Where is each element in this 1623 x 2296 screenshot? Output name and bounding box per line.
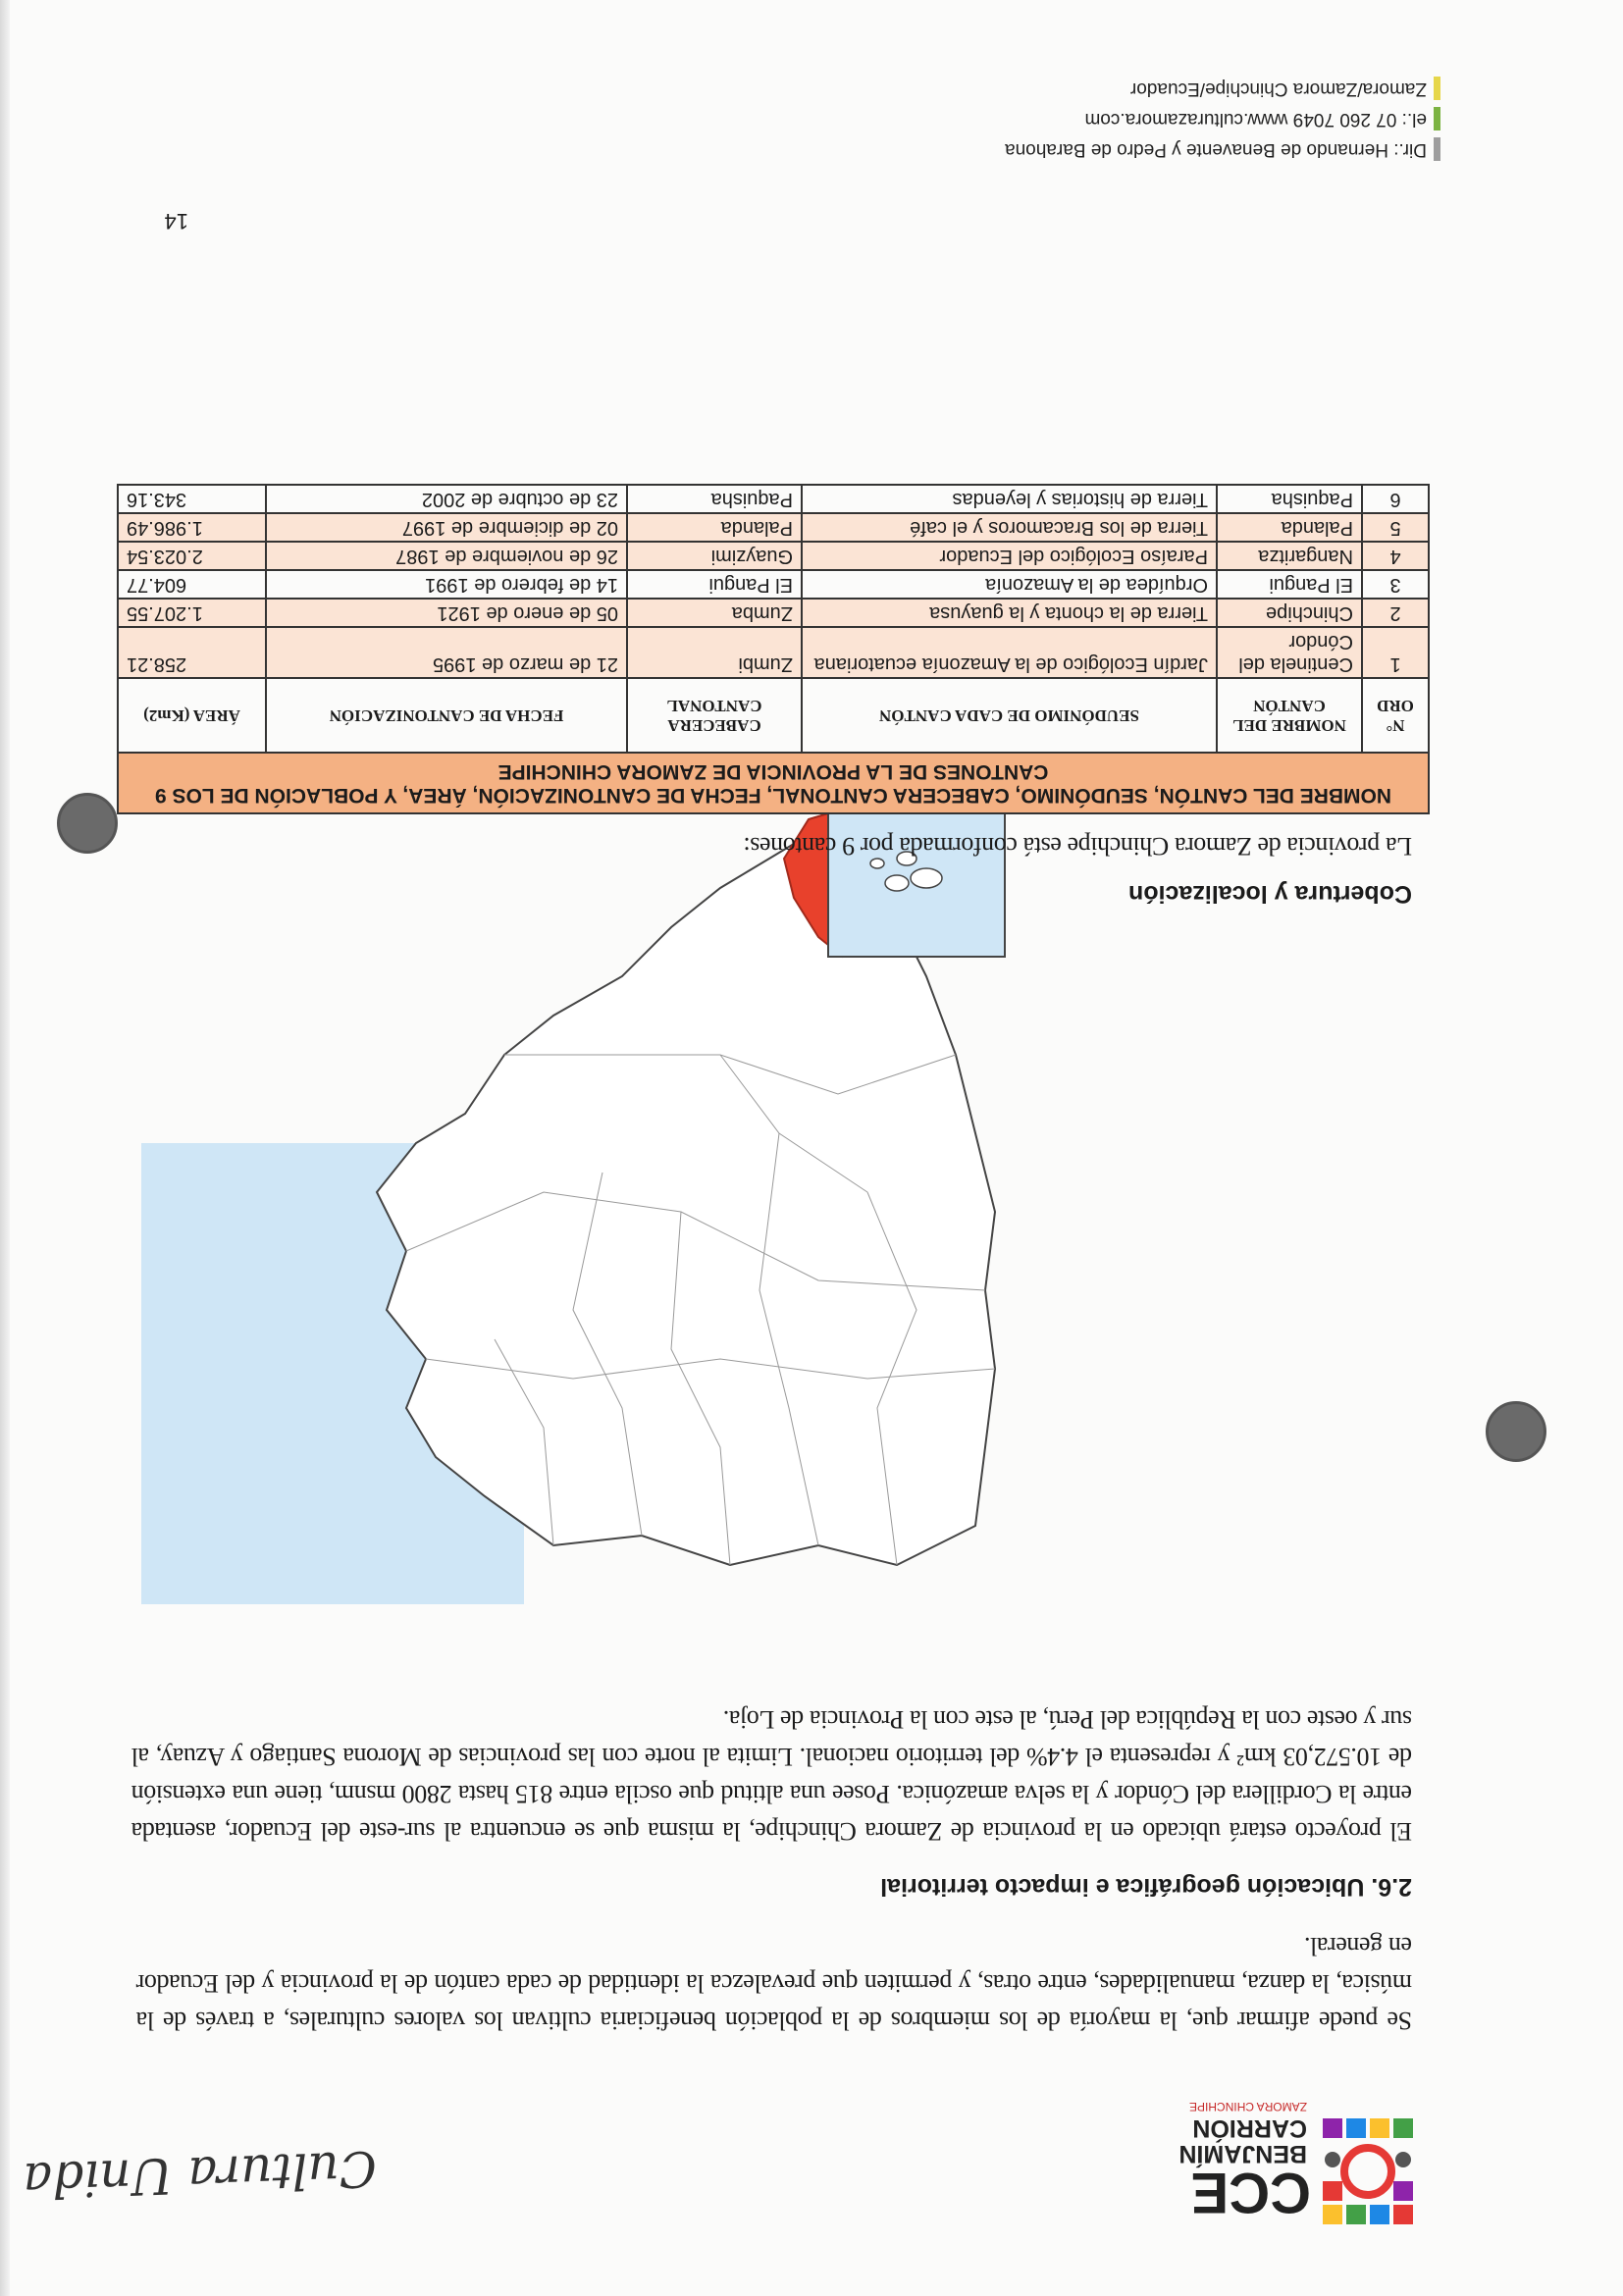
cell-seat: Zumbi xyxy=(627,627,802,678)
logo-name-line2: CARRIÓN xyxy=(1192,2114,1307,2142)
header-pseudonym: SEUDÓNIMO DE CADA CANTÓN xyxy=(802,678,1217,753)
table-title: NOMBRE DEL CANTÓN, SEUDÓNIMO, CABECERA CANTONAL, FECHA DE CANTONIZACIÓN, ÁREA, Y POBLACIÓN DE LOS 9 CANTONES DE LA PROVINCIA DE ZAMORA CHINCHIPE xyxy=(118,753,1429,813)
table-title-row xyxy=(118,753,1429,813)
table-row xyxy=(118,627,1429,678)
cell-pseudonym: Orquídea de la Amazonía xyxy=(802,570,1217,599)
cell-seat: Paquisha xyxy=(627,485,802,513)
scan-edge-shadow xyxy=(0,0,10,2296)
cell-pseudonym: Jardín Ecológico de la Amazonía ecuatoriana xyxy=(802,627,1217,678)
cell-area: 2.023.54 xyxy=(118,542,266,570)
cell-date: 02 de diciembre de 1997 xyxy=(266,513,627,542)
cell-name: Chinchipe xyxy=(1217,599,1362,627)
cell-name: Centinela del Cóndor xyxy=(1217,627,1362,678)
punch-hole-left xyxy=(1486,1401,1546,1462)
cell-date: 21 de marzo de 1995 xyxy=(266,627,627,678)
cell-num: 5 xyxy=(1362,513,1429,542)
header-name: NOMBRE DEL CANTÓN xyxy=(1217,678,1362,753)
cell-seat: Guayzimi xyxy=(627,542,802,570)
cell-num: 6 xyxy=(1362,485,1429,513)
cell-num: 4 xyxy=(1362,542,1429,570)
punch-hole-right xyxy=(57,793,118,854)
footer-line-1: Dir.: Hernando de Benavente y Pedro de Barahona xyxy=(1005,139,1427,160)
cell-seat: Palanda xyxy=(627,513,802,542)
logo-name-line1: BENJAMÍN xyxy=(1178,2140,1307,2167)
table-row xyxy=(118,485,1429,513)
footer-line-3-wrap xyxy=(1005,74,1427,104)
cell-pseudonym: Tierra de la chonta y la guayusa xyxy=(802,599,1217,627)
section-heading: 2.6. Ubicación geográfica e impacto territorial xyxy=(880,1873,1412,1901)
cell-date: 14 de febrero de 1991 xyxy=(266,570,627,599)
cell-name: Paquisha xyxy=(1217,485,1362,513)
footer-address xyxy=(1005,74,1427,165)
cell-name: Palanda xyxy=(1217,513,1362,542)
table-row xyxy=(118,542,1429,570)
signature: Cultura Unida xyxy=(22,2139,378,2210)
cell-num: 2 xyxy=(1362,599,1429,627)
cell-area: 1.986.49 xyxy=(118,513,266,542)
footer-line-3: Zamora/Zamora Chinchipe/Ecuador xyxy=(1129,78,1427,99)
cell-area: 343.16 xyxy=(118,485,266,513)
logo-province: ZAMORA CHINCHIPE xyxy=(1188,2100,1307,2113)
cell-area: 604.77 xyxy=(118,570,266,599)
header-area: ÁREA (Km2) xyxy=(118,678,266,753)
header-ord: N° ORD xyxy=(1362,678,1429,753)
header-seat: CABECERA CANTONAL xyxy=(627,678,802,753)
coverage-heading: Cobertura y localización xyxy=(1128,880,1412,908)
footer-line-1-wrap xyxy=(1005,134,1427,165)
cell-area: 258.21 xyxy=(118,627,266,678)
ecuador-map xyxy=(141,800,1015,1604)
table-row xyxy=(118,570,1429,599)
cell-num: 3 xyxy=(1362,570,1429,599)
header-date: FECHA DE CANTONIZACIÓN xyxy=(266,678,627,753)
cell-date: 23 de octubre de 2002 xyxy=(266,485,627,513)
footer-line-2: el.: 07 260 7049 www.culturazamora.com xyxy=(1084,109,1427,130)
footer-line-2-wrap xyxy=(1005,104,1427,134)
footer-bar-green xyxy=(1434,107,1440,130)
cell-num: 1 xyxy=(1362,627,1429,678)
location-paragraph: El proyecto estará ubicado en la provincia de Zamora Chinchipe, la misma que se encuentra al sur-este del Ecuador, asentada entre la Cordillera del Cóndor y la selva amazónica. Posee una altitud que oscila entre 815 hasta 2800 msnm, tiene una extensión de 10.572,03 km² y representa el 4.4% del territorio nacional. Limita al norte con las provincias de Morona Santiago y Azuay, al sur y oeste con la República del Perú, al este con la Provincia de Loja. xyxy=(131,1705,1412,1846)
cantons-intro: La provincia de Zamora Chinchipe está conformada por 9 cantones: xyxy=(743,832,1412,861)
cell-pseudonym: Paraíso Ecológico del Ecuador xyxy=(802,542,1217,570)
cell-name: El Pangui xyxy=(1217,570,1362,599)
cell-date: 26 de noviembre de 1987 xyxy=(266,542,627,570)
cell-pseudonym: Tierra de los Bracamoros y el café xyxy=(802,513,1217,542)
cell-pseudonym: Tierra de historias y leyendas xyxy=(802,485,1217,513)
intro-paragraph: Se puede afirmar que, la mayoría de los miembros de la población beneficiaria cultivan los valores culturales, a través de la música, la danza, manualidades, entre otras, y permiten que prevalezca la identidad de cada cantón de la provincia y del Ecuador en general. xyxy=(136,1932,1412,2035)
cell-seat: El Pangui xyxy=(627,570,802,599)
cell-seat: Zumba xyxy=(627,599,802,627)
logo-cce-text: CCE xyxy=(1190,2161,1311,2224)
cell-name: Nangaritza xyxy=(1217,542,1362,570)
footer-bar-yellow xyxy=(1434,77,1440,100)
page-number: 14 xyxy=(164,209,188,234)
cell-date: 05 de enero de 1921 xyxy=(266,599,627,627)
cce-logo xyxy=(1064,2095,1417,2232)
cell-area: 1.207.55 xyxy=(118,599,266,627)
table-header-row xyxy=(118,678,1429,753)
table-row xyxy=(118,599,1429,627)
cantons-table xyxy=(117,484,1430,814)
table-row xyxy=(118,513,1429,542)
logo-emblem xyxy=(1323,2118,1413,2224)
footer-bar-gray xyxy=(1434,137,1440,161)
